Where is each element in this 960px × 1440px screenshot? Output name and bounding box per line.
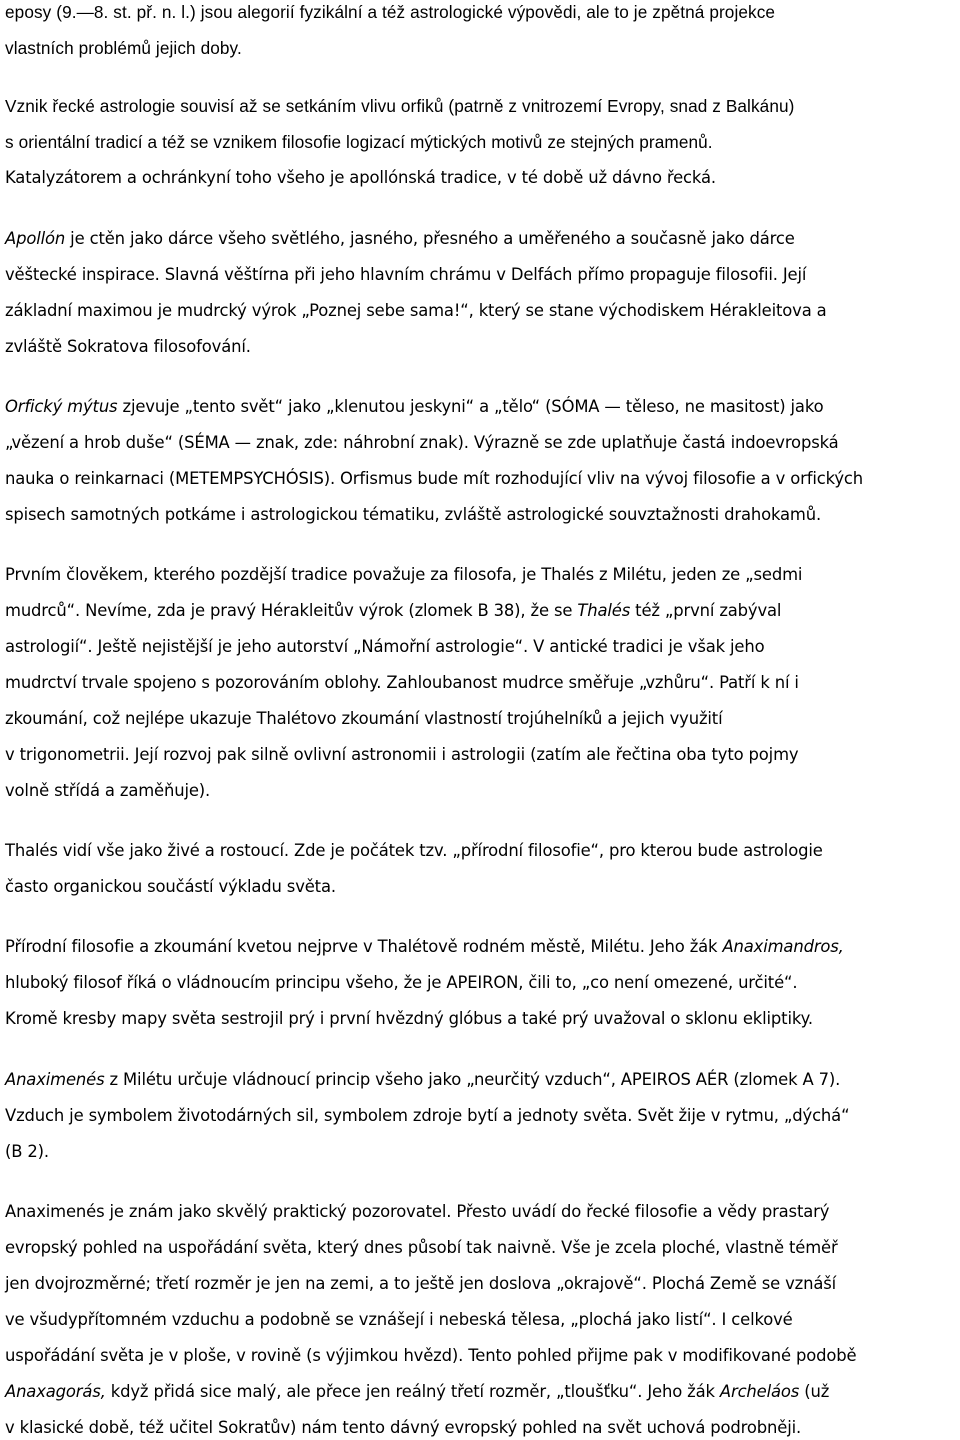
text-line (5, 96, 794, 116)
text-run: mudrctví trvale spojeno s pozorováním oblohy. Zahloubanost mudrce směřuje „vzhůru“. Patří k ní i (5, 673, 799, 692)
text-line (5, 1418, 801, 1438)
text-line (5, 1382, 829, 1402)
text-run: často organickou součástí výkladu světa. (5, 877, 336, 896)
text-line (5, 1070, 840, 1090)
text-line (5, 505, 821, 525)
text-run: když přidá sice malý, ale přece jen reálný třetí rozměr, „tloušťku“. Jeho žák (105, 1382, 720, 1401)
text-run: spisech samotných potkáme i astrologickou tématiku, zvláště astrologické souvztažnosti drahokamů. (5, 505, 822, 524)
text-run: Vzduch je symbolem životodárných sil, symbolem zdroje bytí a jednoty světa. Svět žije v rytmu, „dýchá“ (5, 1106, 850, 1125)
text-run: Kromě kresby mapy světa sestrojil prý i první hvězdný glóbus a také prý uvažoval o sklonu ekliptiky. (5, 1009, 813, 1028)
text-run: (B 2). (5, 1142, 49, 1161)
text-run: uspořádání světa je v ploše, v rovině (s výjimkou hvězd). Tento pohled přijme pak v modifikované podobě (5, 1346, 857, 1365)
text-line (5, 745, 798, 765)
text-line (5, 1202, 829, 1222)
italic-text-run: Archeláos (719, 1382, 800, 1401)
text-line (5, 709, 722, 729)
text-run: mudrců“. Nevíme, zda je pravý Hérakleitův výrok (zlomek B 38), že se (5, 601, 578, 620)
text-run: z Milétu určuje vládnoucí princip všeho jako „neurčitý vzduch“, APEIROS AÉR (zlomek A 7). (104, 1070, 841, 1089)
text-run: v klasické době, též učitel Sokratův) nám tento dávný evropský pohled na svět uchová podrobněji. (5, 1418, 802, 1437)
text-line (5, 433, 839, 453)
text-line (5, 673, 799, 693)
text-line (5, 2, 775, 22)
text-run: Vznik řecké astrologie souvisí až se setkáním vlivu orfiků (patrně z vnitrozemí Evropy, snad z Balkánu) (5, 96, 795, 116)
text-line (5, 781, 210, 801)
text-run: vlastních problémů jejich doby. (5, 38, 242, 58)
text-run: zkoumání, což nejlépe ukazuje Thalétovo zkoumání vlastností trojúhelníků a jejich využití (5, 709, 723, 728)
text-line (5, 637, 764, 657)
text-line (5, 1310, 793, 1330)
text-line (5, 1142, 49, 1162)
text-run: jen dvojrozměrné; třetí rozměr je jen na zemi, a to ještě jen doslova „okrajově“. Plochá Země se vznáší (5, 1274, 837, 1293)
text-run: zjevuje „tento svět“ jako „klenutou jeskyni“ a „tělo“ (SÓMA — těleso, ne masitost) jako (117, 397, 824, 416)
text-line (5, 168, 716, 188)
text-line (5, 877, 336, 897)
text-run: s orientální tradicí a též se vznikem filosofie logizací mýtických motivů ze stejných pramenů. (5, 132, 713, 152)
text-run: též „první zabýval (630, 601, 782, 620)
text-line (5, 132, 713, 152)
text-line (5, 1346, 856, 1366)
text-run: hluboký filosof říká o vládnoucím principu všeho, že je APEIRON, čili to, „co není omezené, určité“. (5, 973, 798, 992)
text-line (5, 1274, 836, 1294)
text-run: eposy (9.—8. st. př. n. l.) jsou alegorií fyzikální a též astrologické výpovědi, ale to je zpětná projekce (5, 2, 776, 22)
text-run: astrologií“. Ještě nejistější je jeho autorství „Námořní astrologie“. V antické tradici je však jeho (5, 637, 765, 656)
text-line (5, 937, 844, 957)
text-line (5, 1009, 813, 1029)
text-run: nauka o reinkarnaci (METEMPSYCHÓSIS). Orfismus bude mít rozhodující vliv na vývoj filosofie a v orfických (5, 469, 863, 488)
text-run: volně střídá a zaměňuje). (5, 781, 211, 800)
italic-text-run: Anaximenés (5, 1070, 105, 1089)
italic-text-run: Apollón (5, 229, 66, 248)
text-run: „vězení a hrob duše“ (SÉMA — znak, zde: náhrobní znak). Výrazně se zde uplatňuje častá indoevropská (5, 433, 839, 452)
italic-text-run: Anaximandros, (722, 937, 844, 956)
text-run: zvláště Sokratova filosofování. (5, 337, 251, 356)
italic-text-run: Orfický mýtus (5, 397, 118, 416)
text-line (5, 973, 797, 993)
italic-text-run: Thalés (577, 601, 631, 620)
text-run: Thalés vidí vše jako živé a rostoucí. Zde je počátek tzv. „přírodní filosofie“, pro kterou bude astrologie (5, 841, 823, 860)
text-line (5, 301, 827, 321)
italic-text-run: Anaxagorás, (5, 1382, 106, 1401)
text-line (5, 1238, 838, 1258)
text-line (5, 38, 242, 58)
text-run: v trigonometrii. Její rozvoj pak silně ovlivní astronomii i astrologii (zatím ale řečtina oba tyto pojmy (5, 745, 799, 764)
text-line (5, 337, 251, 357)
text-line (5, 1106, 849, 1126)
text-line (5, 565, 802, 585)
text-run: základní maximou je mudrcký výrok „Poznej sebe sama!“, který se stane východiskem Hérakleitova a (5, 301, 827, 320)
text-run: (už (799, 1382, 830, 1401)
text-run: evropský pohled na uspořádání světa, který dnes působí tak naivně. Vše je zcela ploché, vlastně téměř (5, 1238, 838, 1257)
text-run: Katalyzátorem a ochránkyní toho všeho je apollónská tradice, v té době už dávno řecká. (5, 168, 716, 187)
text-line (5, 229, 795, 249)
text-line (5, 841, 823, 861)
text-run: ve všudypřítomném vzduchu a podobně se vznášejí i nebeská tělesa, „plochá jako listí“. I celkové (5, 1310, 793, 1329)
text-line (5, 397, 823, 417)
text-line (5, 469, 863, 489)
text-run: Přírodní filosofie a zkoumání kvetou nejprve v Thalétově rodném městě, Milétu. Jeho žák (5, 937, 723, 956)
text-run: je ctěn jako dárce všeho světlého, jasného, přesného a uměřeného a současně jako dárce (65, 229, 795, 248)
text-line (5, 265, 806, 285)
text-line (5, 601, 781, 621)
text-run: věštecké inspirace. Slavná věštírna při jeho hlavním chrámu v Delfách přímo propaguje filosofii. Její (5, 265, 807, 284)
text-run: Anaximenés je znám jako skvělý praktický pozorovatel. Přesto uvádí do řecké filosofie a vědy prastarý (5, 1202, 830, 1221)
text-run: Prvním člověkem, kterého pozdější tradice považuje za filosofa, je Thalés z Milétu, jeden ze „sedmi (5, 565, 803, 584)
